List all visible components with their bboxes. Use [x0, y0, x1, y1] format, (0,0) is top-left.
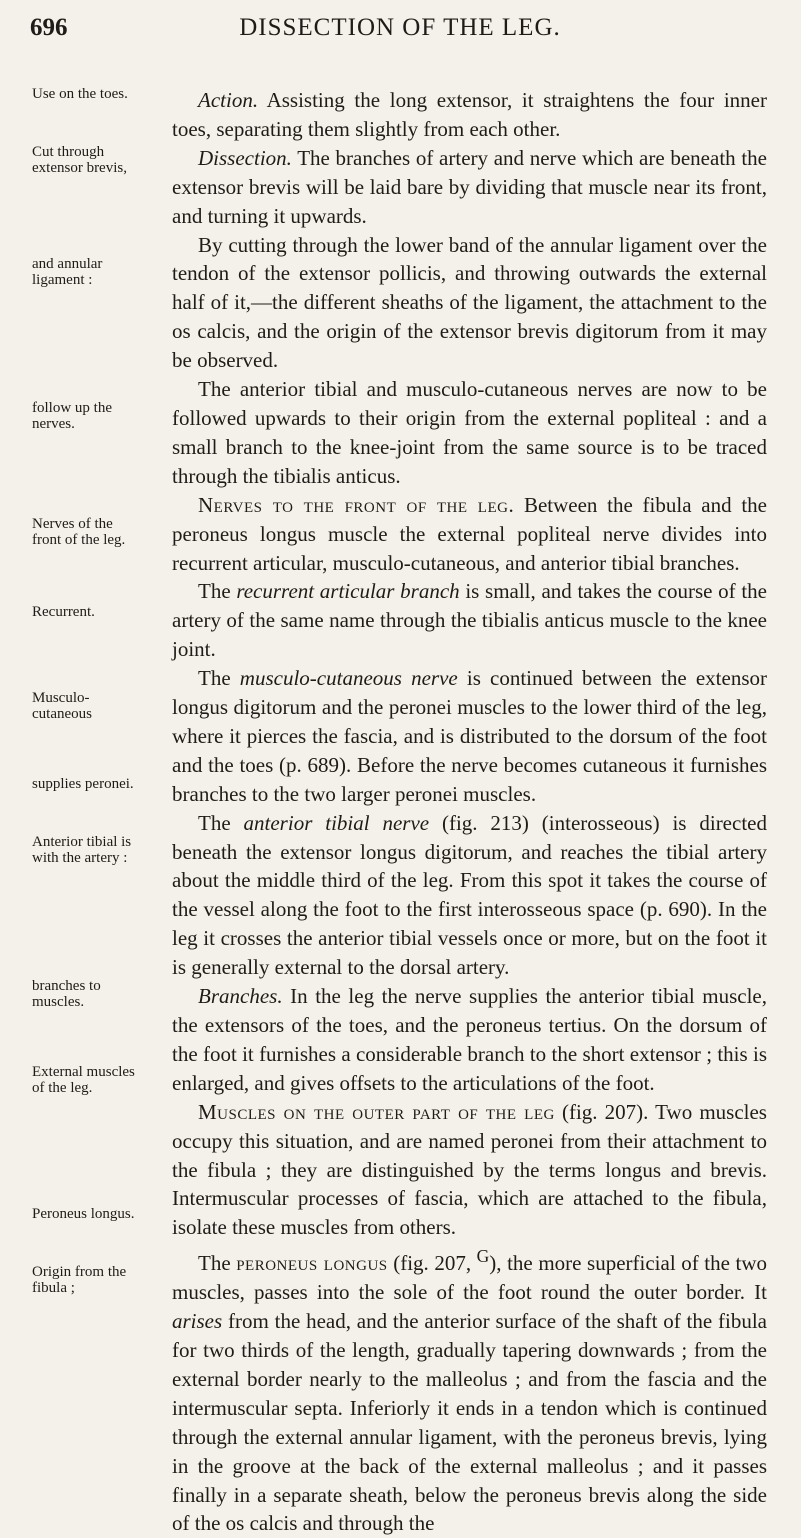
- paragraph-text: Assisting the long extensor, it straightens the four inner toes, separating them slightly from each other.: [172, 88, 767, 141]
- sidenote: supplies peronei.: [32, 776, 134, 792]
- paragraph-text: By cutting through the lower band of the annular ligament over the tendon of the extensor pollicis, and throwing outwards the external half of it,—the different sheaths of the ligament, the attachment to the os calcis, and the origin of the extensor brevis digitorum from it may be observed.: [172, 232, 767, 373]
- term: recurrent articular branch: [236, 579, 460, 604]
- section-heading: Muscles on the outer part of the leg: [198, 1099, 555, 1124]
- paragraph-pre: The: [198, 666, 240, 691]
- paragraph: [172, 1098, 767, 1243]
- sidenote: follow up the nerves.: [32, 400, 112, 432]
- section-heading: Nerves to the front of the leg.: [198, 492, 515, 517]
- sidenote: and annular ligament :: [32, 256, 103, 288]
- paragraph-mid: (fig. 207,: [387, 1251, 477, 1276]
- sidenote: Anterior tibial is with the artery :: [32, 834, 132, 866]
- paragraph-text: ), the more superficial of the two muscles, passes into the sole of the foot round the outer border. It: [172, 1251, 767, 1305]
- section-heading: peroneus longus: [236, 1251, 388, 1276]
- paragraph-text: is continued between the extensor longus digitorum and the peronei muscles to the lower third of the leg, where it pierces the fascia, and is distributed to the dorsum of the foot and the toes (p. 689). Before the nerve becomes cutaneous it furnishes branches to the two larger peronei muscles.: [172, 666, 767, 806]
- sidenote: Peroneus longus.: [32, 1206, 135, 1222]
- sidenote: Use on the toes.: [32, 86, 128, 102]
- sidenote: Musculo-cutaneous: [32, 690, 92, 722]
- sidenote: Recurrent.: [32, 604, 95, 620]
- paragraph-text: (fig. 207). Two muscles occupy this situation, and are named peronei from their attachment to the fibula ; they are distinguished by the terms longus and brevis. Intermuscular processes of fascia, which are attached to the fibula, isolate these muscles from others.: [172, 1099, 767, 1240]
- paragraph-text: The branches of artery and nerve which are beneath the extensor brevis will be laid bare by dividing that muscle near its front, and turning it upwards.: [172, 145, 767, 228]
- term: musculo-cutaneous nerve: [239, 666, 458, 691]
- paragraph-pre: The: [198, 1251, 237, 1276]
- page-number: 696: [30, 14, 68, 41]
- paragraph: [172, 982, 767, 1098]
- sidenote: External muscles of the leg.: [32, 1064, 135, 1096]
- paragraph-text: The anterior tibial and musculo-cutaneous nerves are now to be followed upwards to their origin from the external popliteal : and a small branch to the knee-joint from the same source is to be traced through the tibialis anticus.: [172, 377, 767, 488]
- paragraph-text: from the head, and the anterior surface of the shaft of the fibula for two thirds of the length, gradually tapering downwards ; from the external border nearly to the malleolus ; and from the fascia and the intermuscular septa. Inferiorly it ends in a tendon which is continued through the external annular ligament, with the peroneus brevis, lying in the groove at the back of the external malleolus ; and it passes finally in a separate sheath, below the peroneus brevis along the side of the os calcis and through the: [172, 1309, 767, 1536]
- running-head: DISSECTION OF THE LEG.: [239, 14, 561, 41]
- term: anterior tibial nerve: [243, 810, 430, 835]
- sidenote: Origin from the fibula ;: [32, 1264, 127, 1296]
- sidenote: branches to muscles.: [32, 978, 101, 1010]
- paragraph: [172, 577, 767, 664]
- paragraph: [172, 86, 767, 144]
- paragraph: [172, 375, 767, 491]
- paragraph: [172, 809, 767, 982]
- paragraph: [172, 664, 767, 809]
- paragraph-text: In the leg the nerve supplies the anterior tibial muscle, the extensors of the toes, and the peroneus tertius. On the dorsum of the foot it furnishes a considerable branch to the short extensor ; this is enlarged, and gives offsets to the articulations of the foot.: [172, 984, 767, 1095]
- paragraph-text: Between the fibula and the peroneus longus muscle the external popliteal nerve divides into recurrent articular, musculo-cutaneous, and anterior tibial branches.: [172, 492, 767, 575]
- paragraph-pre: The: [198, 579, 237, 604]
- term: arises: [172, 1309, 223, 1334]
- paragraph: [172, 1242, 767, 1538]
- paragraph-lead: Dissection.: [198, 145, 292, 170]
- paragraph: [172, 491, 767, 578]
- paragraph: [172, 144, 767, 231]
- paragraph-lead: Action.: [198, 88, 259, 112]
- figure-letter: G: [476, 1246, 490, 1267]
- paragraph-text: (fig. 213) (interosseous) is directed beneath the extensor longus digitorum, and reaches the tibial artery about the middle third of the leg. From this spot it takes the course of the vessel along the foot to the first interosseous space (p. 690). In the leg it crosses the anterior tibial vessels once or more, but on the foot it is generally external to the dorsal artery.: [172, 810, 767, 980]
- sidenote: Cut through extensor brevis,: [32, 144, 127, 176]
- paragraph-text: is small, and takes the course of the artery of the same name through the tibialis anticus muscle to the knee joint.: [172, 579, 767, 662]
- paragraph: [172, 231, 767, 376]
- paragraph-pre: The: [198, 810, 244, 835]
- paragraph-lead: Branches.: [198, 984, 283, 1009]
- page-header: [30, 14, 770, 54]
- sidenote: Nerves of the front of the leg.: [32, 516, 126, 548]
- main-text: [172, 86, 767, 1538]
